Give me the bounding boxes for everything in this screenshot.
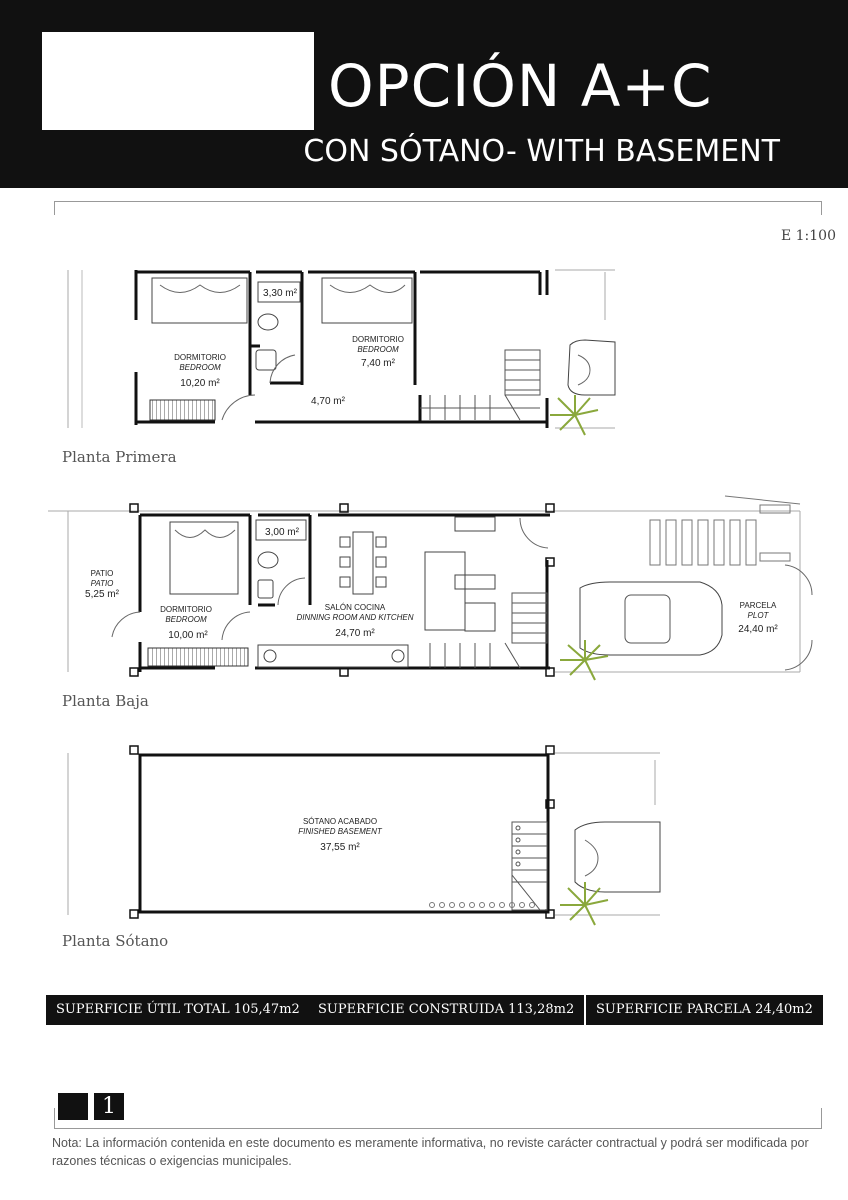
frame-tick-bottom-right [821,1108,822,1128]
frame-tick-bottom-left [54,1108,55,1128]
page-subtitle: CON SÓTANO- WITH BASEMENT [303,134,780,169]
frame-line-bottom [54,1128,822,1129]
room-area-patio: 5,25 m² [85,589,119,600]
room-label-bedroom1: DORMITORIO [174,353,226,362]
scale-label: E 1:100 [780,228,836,244]
room-label-plot: PARCELA [739,601,777,610]
room-label-bedroom1-en: BEDROOM [179,363,221,372]
plan-ground-floor [48,496,812,680]
room-label-basement-en: FINISHED BASEMENT [298,827,382,836]
room-label-bedroom2: DORMITORIO [352,335,404,344]
floor-label-ground: Planta Baja [62,692,149,710]
room-label-living: SALÓN COCINA [324,603,386,612]
room-label-plot-en: PLOT [747,611,769,620]
disclaimer-note: Nota: La información contenida en este documento es meramente informativa, no reviste carácter contractual y podrá ser modificada por razones técnicas o exigencias municipales. [52,1136,809,1168]
plan-basement [68,746,660,925]
summary-plot-area: SUPERFICIE PARCELA 24,40m2 [586,995,823,1025]
room-label-bedroom-ground-en: BEDROOM [165,615,207,624]
room-area-bedroom1: 10,20 m² [180,378,220,389]
floor-label-first: Planta Primera [62,448,177,466]
room-area-bath-first: 3,30 m² [263,288,297,299]
plan-first-floor [68,270,615,435]
room-area-basement: 37,55 m² [320,842,360,853]
room-area-living: 24,70 m² [335,628,375,639]
room-area-plot: 24,40 m² [738,624,778,635]
room-label-patio-en: PATIO [90,579,114,588]
summary-useful-area: SUPERFICIE ÚTIL TOTAL 105,47m2 [46,995,310,1025]
room-area-bedroom-ground: 10,00 m² [168,630,208,641]
room-label-basement: SÓTANO ACABADO [302,817,378,826]
page-marker [58,1093,88,1120]
summary-built-area: SUPERFICIE CONSTRUIDA 113,28m2 [308,995,584,1025]
page-title: OPCIÓN A+C [328,52,713,120]
room-area-bedroom2: 7,40 m² [361,358,395,369]
room-area-bath-ground: 3,00 m² [265,527,299,538]
room-label-bedroom-ground: DORMITORIO [160,605,212,614]
room-label-patio: PATIO [90,569,114,578]
room-area-hall: 4,70 m² [311,396,345,407]
room-label-living-en: DINNING ROOM AND KITCHEN [296,613,414,622]
page-number: 1 [94,1093,124,1120]
room-label-bedroom2-en: BEDROOM [357,345,399,354]
floor-label-basement: Planta Sótano [62,932,169,950]
